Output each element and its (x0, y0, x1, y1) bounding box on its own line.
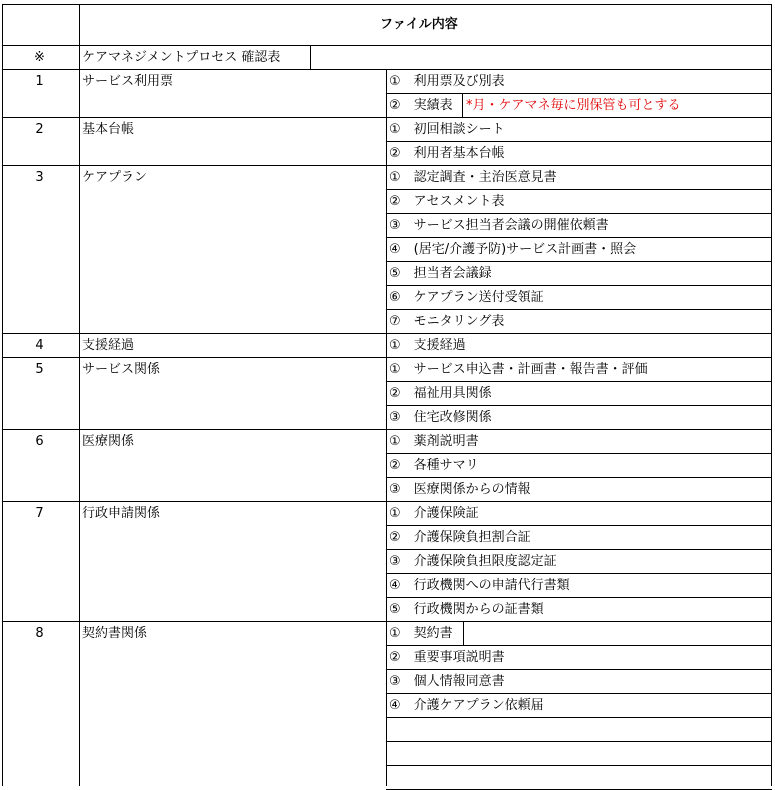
section-item: ② アセスメント表 (389, 194, 505, 209)
section-number: 8 (35, 626, 44, 641)
section-label: ケアプラン (82, 170, 148, 185)
note-mark: ※ (34, 50, 45, 65)
section-item: ② 福祉用具関係 (389, 386, 492, 401)
section-number: 3 (35, 170, 44, 185)
section-number: 4 (35, 338, 44, 353)
note-label-box-edge (310, 46, 311, 70)
section-item: ① 初回相談シート (389, 122, 505, 137)
section-item: ③ 医療関係からの情報 (389, 482, 531, 497)
section-number: 6 (35, 434, 44, 449)
section-label: 基本台帳 (82, 122, 135, 137)
section-item: ① 利用票及び別表 (389, 74, 505, 89)
section-label: サービス関係 (82, 362, 161, 377)
contract-cell-edge (463, 622, 464, 646)
section-item: ④ 介護ケアプラン依頼届 (389, 698, 544, 713)
note-cell-edge (462, 94, 463, 118)
section-item: ⑦ モニタリング表 (389, 314, 505, 329)
column-border (79, 4, 80, 786)
section-note: *月・ケアマネ毎に別保管も可とする (466, 98, 681, 113)
section-item: ⑤ 行政機関からの証書類 (389, 602, 544, 617)
section-label: 行政申請関係 (82, 506, 161, 521)
section-label: 契約書関係 (82, 626, 148, 641)
section-item: ① 認定調査・主治医意見書 (389, 170, 557, 185)
item-divider (386, 717, 772, 718)
header-title: ファイル内容 (380, 17, 458, 32)
section-item: ① 支援経過 (389, 338, 466, 353)
section-number: 2 (35, 122, 44, 137)
section-number: 7 (35, 506, 44, 521)
note-label: ケアマネジメントプロセス 確認表 (82, 50, 281, 65)
section-number: 5 (35, 362, 44, 377)
item-divider (386, 741, 772, 742)
section-item: ③ 個人情報同意書 (389, 674, 505, 689)
section-item: ④ 行政機関への申請代行書類 (389, 578, 570, 593)
section-item: ③ 介護保険負担限度認定証 (389, 554, 557, 569)
column-border (386, 70, 387, 786)
header-bottom-border (2, 45, 772, 46)
section-item: ② 各種サマリ (389, 458, 479, 473)
section-item: ② 介護保険負担割合証 (389, 530, 531, 545)
header-top-border (2, 4, 772, 5)
section-label: 支援経過 (82, 338, 135, 353)
section-item: ① 契約書 (389, 626, 453, 641)
section-item: ③ 住宅改修関係 (389, 410, 492, 425)
section-item: ① 介護保険証 (389, 506, 479, 521)
section-item: ⑤ 担当者会議録 (389, 266, 492, 281)
section-item: ① サービス申込書・計画書・報告書・評価 (389, 362, 648, 377)
section-label: 医療関係 (82, 434, 135, 449)
section-number: 1 (35, 74, 44, 89)
section-item: ② 実績表 (389, 98, 453, 113)
section-item: ① 薬剤説明書 (389, 434, 479, 449)
section-item: ② 利用者基本台帳 (389, 146, 505, 161)
right-border (771, 4, 772, 786)
section-item: ④ (居宅/介護予防)サービス計画書・照会 (389, 242, 637, 257)
item-divider (386, 765, 772, 766)
section-item: ⑥ ケアプラン送付受領証 (389, 290, 544, 305)
section-item: ③ サービス担当者会議の開催依頼書 (389, 218, 609, 233)
section-label: サービス利用票 (82, 74, 174, 89)
section-item: ② 重要事項説明書 (389, 650, 505, 665)
left-border (2, 4, 3, 786)
